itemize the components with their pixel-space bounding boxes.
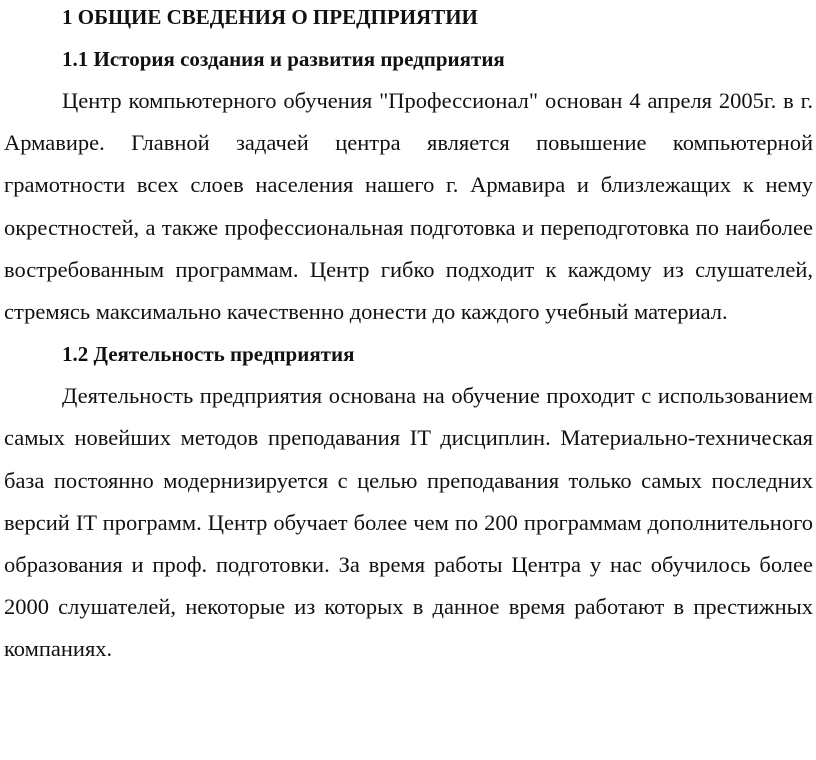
section-title: 1 ОБЩИЕ СВЕДЕНИЯ О ПРЕДПРИЯТИИ bbox=[62, 5, 478, 29]
subsection-1-title: 1.1 История создания и развития предприятия bbox=[62, 47, 505, 71]
subsection-2-paragraph: Деятельность предприятия основана на обучение проходит с использованием самых новейших методов преподавания IT дисциплин. Материально-техническая база постоянно модернизируется с целью преподавания только самых последних версий IT программ. Центр обучает более чем по 200 программам дополнительного образования и проф. подготовки. За время работы Центра у нас обучилось более 2000 слушателей, некоторые из которых в данное время работают в престижных компаниях. bbox=[4, 383, 813, 662]
subsection-1-paragraph: Центр компьютерного обучения "Профессионал" основан 4 апреля 2005г. в г. Армавире. Главной задачей центра является повышение компьютерной грамотности всех слоев населения нашего г. Армавира и близлежащих к нему окрестностей, а также профессиональная подготовка и переподготовка по наиболее востребованным программам. Центр гибко подходит к каждому из слушателей, стремясь максимально качественно донести до каждого учебный материал. bbox=[4, 88, 813, 325]
subsection-2-title: 1.2 Деятельность предприятия bbox=[62, 342, 355, 367]
